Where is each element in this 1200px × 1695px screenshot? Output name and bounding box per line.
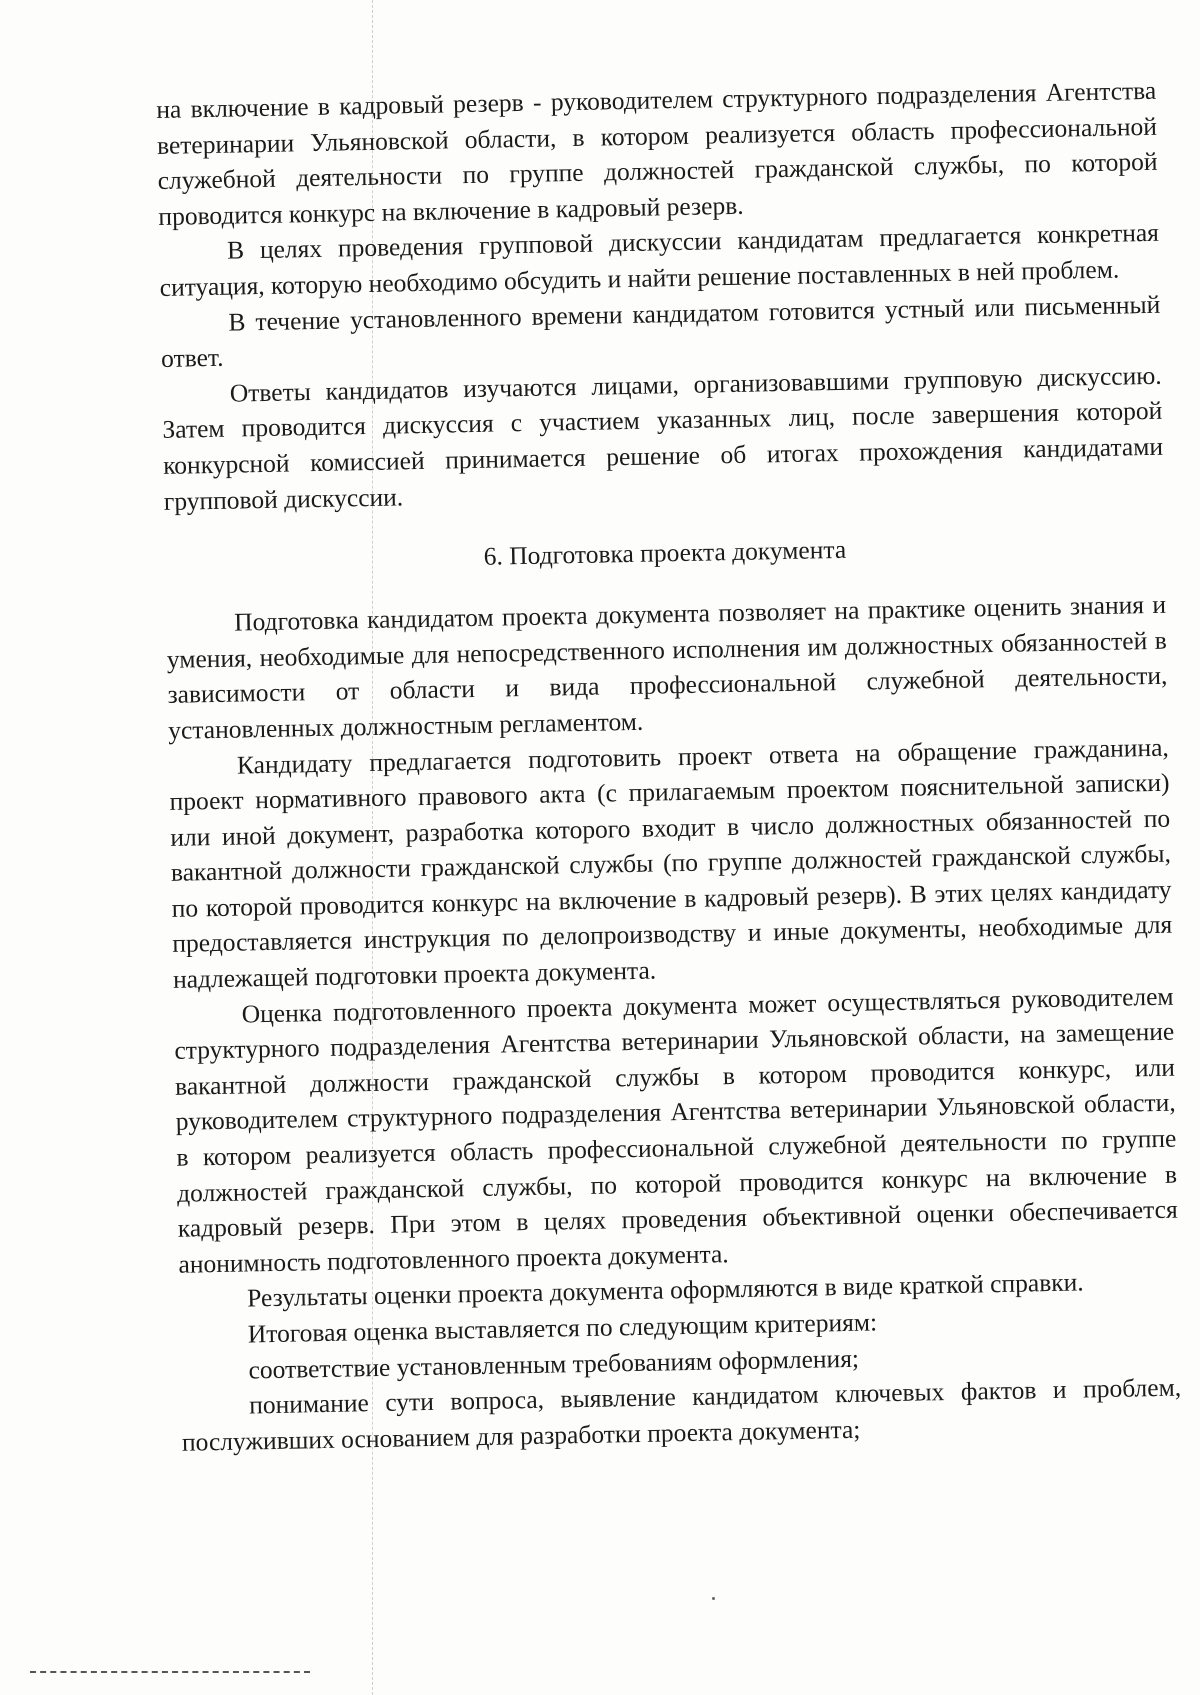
paragraph: Оценка подготовленного проекта документа может осуществляться руководителем структурного подразделения Агентства ветеринарии Ульяновской области, на замещение вакантной должности гражданской службы в котором проводится конкурс, или руководителем структурного подразделения Агентства ветеринарии Ульяновской области, в котором реализуется область профессиональной служебной деятельности по группе должностей гражданской службы, по которой проводится конкурс на включение в кадровый резерв. При этом в целях проведения объективной оценки обеспечивается анонимность подготовленного проекта документа. xyxy=(174,981,1178,1279)
criteria-item: понимание сути вопроса, выявление кандидатом ключевых фактов и проблем, послуживших основанием для разработки проекта документа; xyxy=(181,1372,1182,1457)
section-title: 6. Подготовка проекта документа xyxy=(483,534,847,571)
paragraph: В целях проведения групповой дискуссии кандидатам предлагается конкретная ситуация, которую необходимо обсудить и найти решение поставленных в ней проблем. xyxy=(159,218,1160,302)
paragraph-continuation: на включение в кадровый резерв - руководителем структурного подразделения Агентства ветеринарии Ульяновской области, в котором реализуется область профессиональной служебной деятельности по группе должностей гражданской службы, по которой проводится конкурс на включение в кадровый резерв. xyxy=(156,75,1158,231)
paragraph: Ответы кандидатов изучаются лицами, организовавшими групповую дискуссию. Затем проводится дискуссия с участием указанных лиц, после завершения которой конкурсной комиссией принимается решение об итогах прохождения кандидатами групповой дискуссии. xyxy=(162,360,1164,516)
document-body xyxy=(156,73,1182,1460)
paragraph: Кандидату предлагается подготовить проект ответа на обращение гражданина, проект нормативного правового акта (с прилагаемым проектом пояснительной записки) или иной документ, разработка которого входит в число должностных обязанностей по вакантной должности гражданской службы (по группе должностей гражданской службы, по которой проводится конкурс на включение в кадровый резерв). В этих целях кандидату предоставляется инструкция по делопроизводству и иные документы, необходимые для надлежащей подготовки проекта документа. xyxy=(169,732,1173,994)
paragraph: В течение установленного времени кандидатом готовится устный или письменный ответ. xyxy=(160,289,1161,374)
criteria-intro: Итоговая оценка выставляется по следующим критериям: xyxy=(247,1307,878,1349)
paragraph: Подготовка кандидатом проекта документа позволяет на практике оценить знания и умения, необходимые для непосредственного исполнения им должностных обязанностей в зависимости от области и вида профессиональной служебной деятельности, установленных должностным регламентом. xyxy=(166,589,1168,745)
criteria-item: соответствие установленным требованиям оформления; xyxy=(248,1343,860,1385)
paragraph: Результаты оценки проекта документа оформляются в виде краткой справки. xyxy=(246,1267,1084,1313)
scan-artifact-line xyxy=(30,1671,310,1673)
scan-artifact-dot xyxy=(712,1597,715,1600)
